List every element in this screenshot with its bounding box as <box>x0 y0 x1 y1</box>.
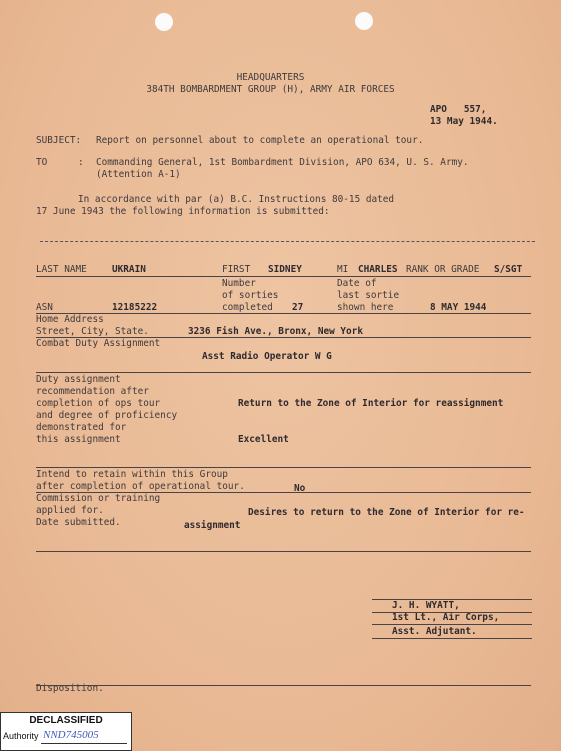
signature-name: J. H. WYATT, <box>392 600 460 611</box>
divider-name-row <box>36 276 531 277</box>
authority-underline <box>41 743 127 744</box>
asn-value: 12185222 <box>112 302 158 313</box>
mi-label: MI <box>337 264 349 275</box>
duty-label-2: recommendation after <box>36 386 149 397</box>
address-label-2: Street, City, State. <box>36 326 149 337</box>
to-colon: : <box>78 157 84 168</box>
divider-asn-row <box>36 313 531 314</box>
authority-number: NND745005 <box>43 729 99 741</box>
header-date: 13 May 1944. <box>430 116 498 127</box>
last-sortie-label-3: shown here <box>337 302 394 313</box>
mi-value: CHARLES <box>358 264 398 275</box>
disposition-label: Disposition. <box>36 683 104 694</box>
sorties-label-3: completed <box>222 302 273 313</box>
header-apo: APO 557, <box>430 104 487 115</box>
divider-1 <box>40 241 535 242</box>
duty-label-5: demonstrated for <box>36 422 127 433</box>
header-line-1: HEADQUARTERS <box>236 72 305 83</box>
asn-label: ASN <box>36 302 53 313</box>
commission-label-3: Date submitted. <box>36 517 121 528</box>
proficiency-value: Excellent <box>238 434 289 445</box>
to-label: TO <box>36 157 48 168</box>
commission-label-1: Commission or training <box>36 493 161 504</box>
duty-label-6: this assignment <box>36 434 121 445</box>
retain-line-1: Intend to retain within this Group <box>36 469 228 480</box>
sorties-label-1: Number <box>222 278 256 289</box>
duty-assignment-value: Return to the Zone of Interior for reassignment <box>238 398 504 409</box>
divider-combat-duty <box>36 372 531 373</box>
address-value: 3236 Fish Ave., Bronx, New York <box>188 326 363 337</box>
punch-hole-left <box>155 13 173 31</box>
retain-value: No <box>294 483 306 494</box>
sorties-label-2: of sorties <box>222 290 279 301</box>
header-line-2: 384TH BOMBARDMENT GROUP (H), ARMY AIR FORCES <box>146 84 395 95</box>
commission-label-2: applied for. <box>36 505 104 516</box>
divider-commission <box>36 551 531 552</box>
last-name-label: LAST NAME <box>36 264 87 275</box>
signature-title: Asst. Adjutant. <box>392 626 477 637</box>
punch-hole-right <box>355 12 373 30</box>
subject-label: SUBJECT: <box>36 135 82 146</box>
last-sortie-label-2: last sortie <box>337 290 400 301</box>
duty-label-3: completion of ops tour <box>36 398 161 409</box>
retain-line-2: after completion of operational tour. <box>36 481 245 492</box>
declassified-stamp <box>0 712 132 751</box>
first-name-label: FIRST <box>222 264 251 275</box>
authority-label: Authority <box>3 731 39 741</box>
sorties-value: 27 <box>292 302 304 313</box>
signature-rank: 1st Lt., Air Corps, <box>392 612 500 623</box>
signature-rule-3 <box>372 638 532 639</box>
combat-duty-label: Combat Duty Assignment <box>36 338 161 349</box>
last-sortie-value: 8 MAY 1944 <box>430 302 487 313</box>
duty-label-1: Duty assignment <box>36 374 121 385</box>
commission-value-2: assignment <box>184 520 241 531</box>
rank-value: S/SGT <box>494 264 523 275</box>
last-sortie-label-1: Date of <box>337 278 377 289</box>
intro-line-1: In accordance with par (a) B.C. Instructions 80-15 dated <box>78 194 395 205</box>
to-line-2: (Attention A-1) <box>96 169 181 180</box>
address-label-1: Home Address <box>36 314 104 325</box>
divider-duty <box>36 467 531 468</box>
duty-label-4: and degree of proficiency <box>36 410 178 421</box>
last-name-value: UKRAIN <box>112 264 146 275</box>
subject-text: Report on personnel about to complete an operational tour. <box>96 135 424 146</box>
rank-label: RANK OR GRADE <box>406 264 480 275</box>
divider-disposition <box>36 685 531 686</box>
commission-value-1: Desires to return to the Zone of Interior for re- <box>248 507 525 518</box>
declassified-heading: DECLASSIFIED <box>29 715 103 726</box>
intro-line-2: 17 June 1943 the following information is submitted: <box>36 206 330 217</box>
combat-duty-value: Asst Radio Operator W G <box>202 351 332 362</box>
signature-rule-2 <box>372 624 532 625</box>
to-line-1: Commanding General, 1st Bombardment Division, APO 634, U. S. Army. <box>96 157 469 168</box>
first-name-value: SIDNEY <box>268 264 302 275</box>
